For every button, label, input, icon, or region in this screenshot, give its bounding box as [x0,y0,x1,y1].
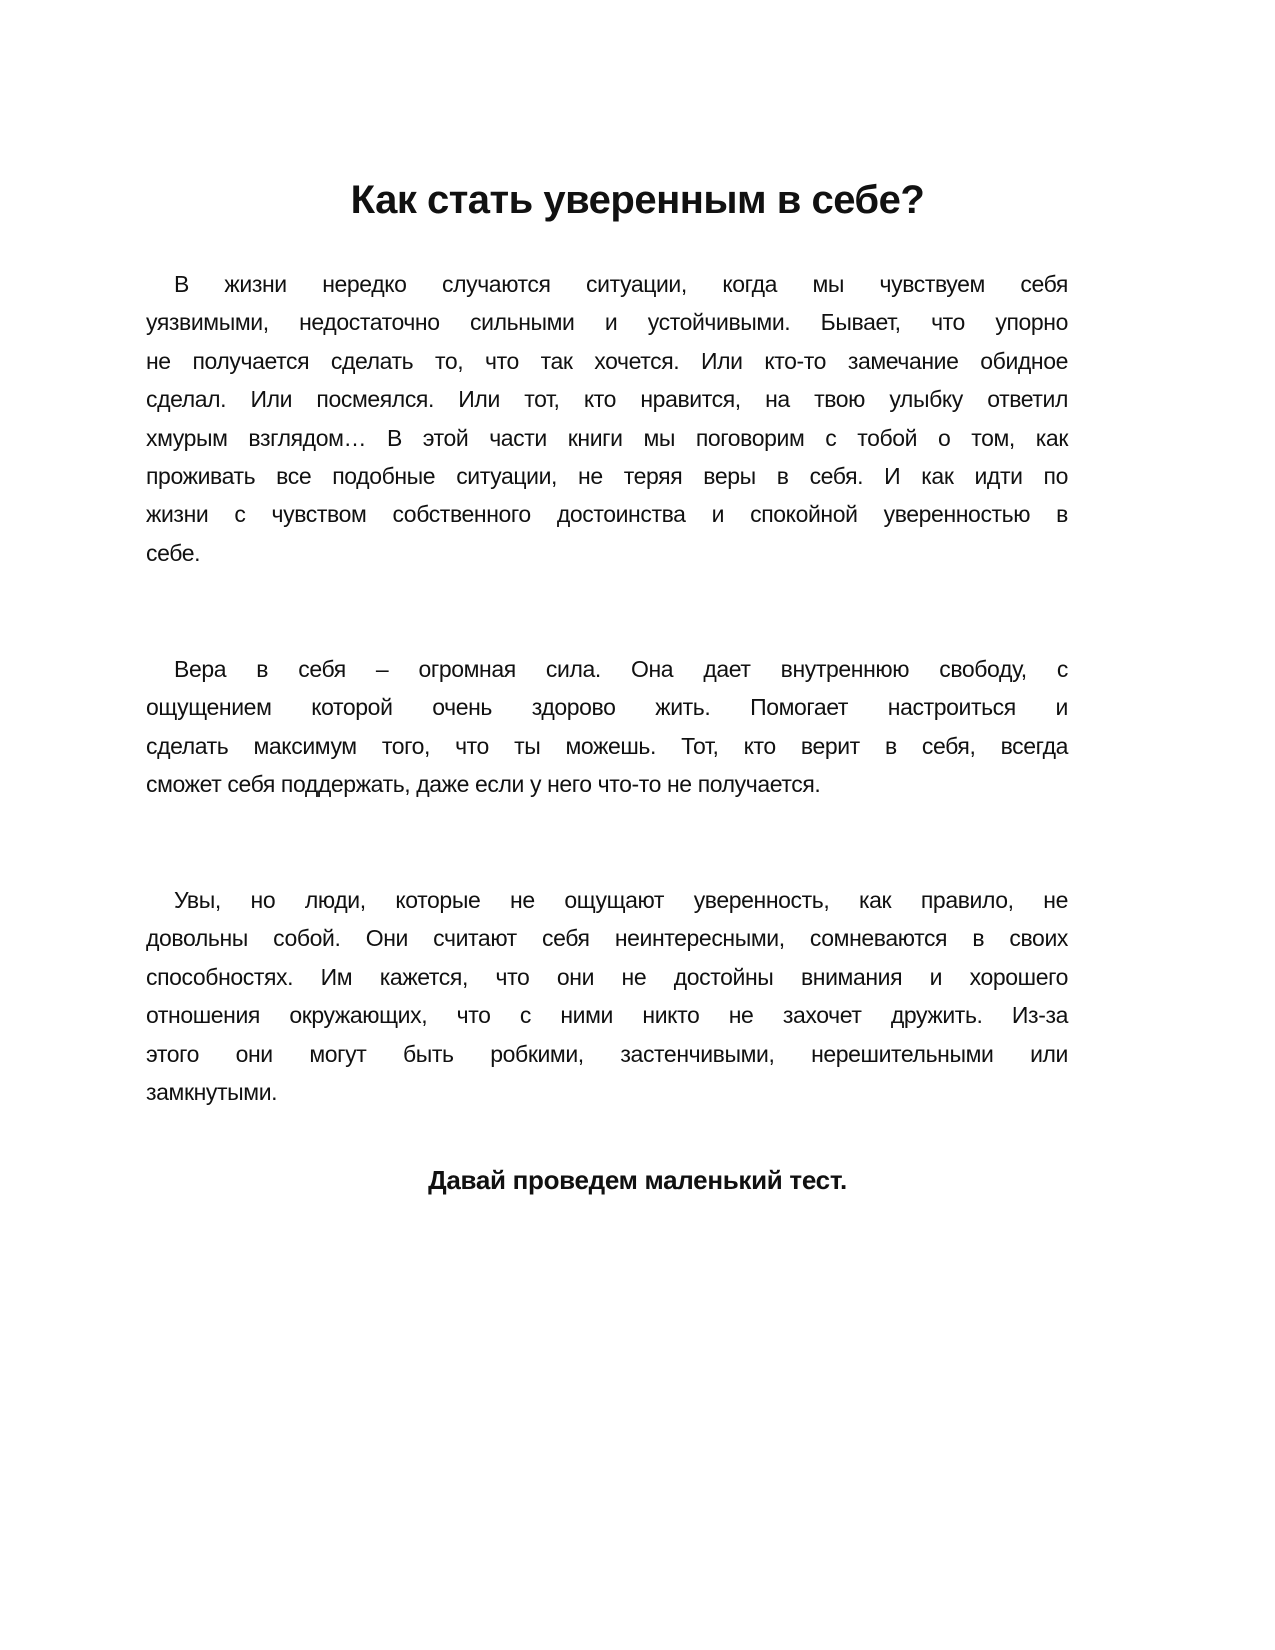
text-line: этого они могут быть робкими, застенчивыми, нерешительными или [146,1040,1068,1067]
paragraph-intro [146,265,1068,572]
paragraph-insecurity [146,881,1068,1111]
text-line: отношения окружающих, что с ними никто не захочет дружить. Из-за [146,1002,1068,1029]
page-title: Как стать уверенным в себе? [350,178,925,222]
paragraph-belief [146,650,1068,804]
text-line: замкнутыми. [146,1078,278,1105]
text-line: проживать все подобные ситуации, не теряя веры в себя. И как идти по [146,462,1068,489]
text-line: Увы, но люди, которые не ощущают уверенность, как правило, не [174,887,1068,913]
text-line: сделать максимум того, что ты можешь. Тот, кто верит в себя, всегда [146,732,1068,759]
text-line: сможет себя поддержать, даже если у него что-то не получается. [146,771,821,798]
text-line: Вера в себя – огромная сила. Она дает внутреннюю свободу, с [174,656,1068,682]
text-line: уязвимыми, недостаточно сильными и устойчивыми. Бывает, что упорно [146,309,1068,336]
text-line: не получается сделать то, что так хочется. Или кто-то замечание обидное [146,347,1068,374]
text-line: жизни с чувством собственного достоинства и спокойной уверенностью в [146,501,1068,528]
text-line: ощущением которой очень здорово жить. Помогает настроиться и [146,694,1068,721]
closing-heading: Давай проведем маленький тест. [428,1165,847,1195]
text-line: себе. [146,539,201,566]
text-line: хмурым взглядом… В этой части книги мы поговорим с тобой о том, как [146,424,1068,451]
text-line: сделал. Или посмеялся. Или тот, кто нравится, на твою улыбку ответил [146,386,1068,413]
text-line: В жизни нередко случаются ситуации, когда мы чувствуем себя [174,271,1068,297]
text-line: довольны собой. Они считают себя неинтересными, сомневаются в своих [146,925,1068,952]
text-line: способностях. Им кажется, что они не достойны внимания и хорошего [146,963,1068,990]
